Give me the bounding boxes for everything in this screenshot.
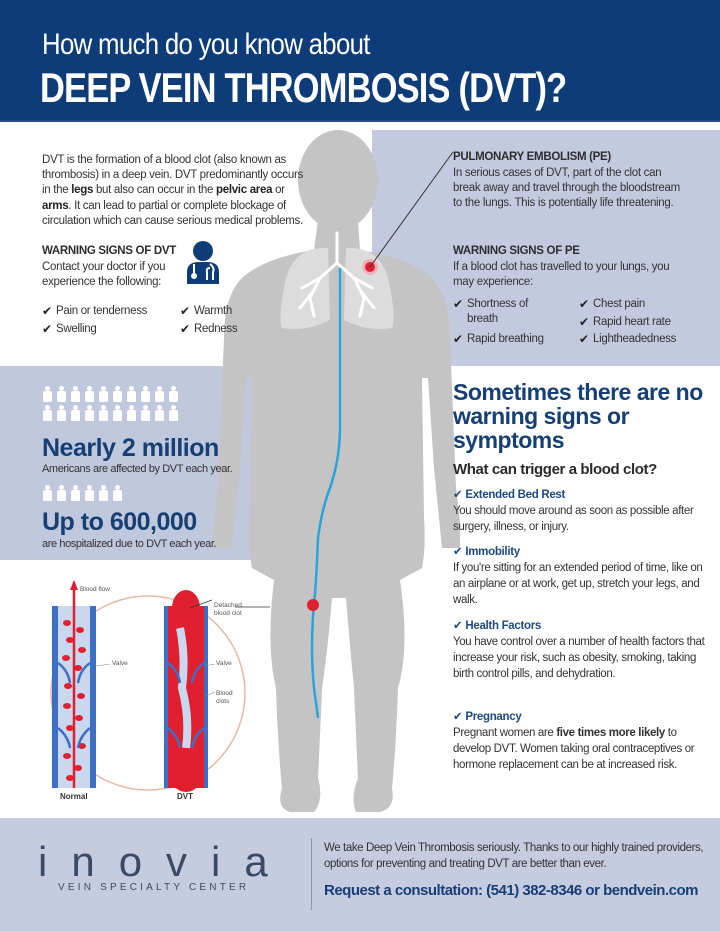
label-valve-normal: Valve [112,660,128,667]
people-icons-row [42,485,123,501]
person-icon [154,405,165,421]
pe-warning-text: If a blood clot has travelled to your lungs, you may experience: [453,261,670,289]
person-icon [42,405,53,421]
label-blood-flow: Blood flow [80,586,110,593]
person-icon [84,386,95,402]
dvt-warning-title: WARNING SIGNS OF DVT [42,245,176,257]
pe-warning-title: WARNING SIGNS OF PE [453,245,580,257]
pe-list-right-column [579,297,709,330]
label-blood-clots: Blood clots [216,690,233,705]
dvt-warning-signs-list [42,304,242,337]
list-item: ✔ Rapid breathing [453,332,544,346]
person-icon [126,405,137,421]
page-title: DEEP VEIN THROMBOSIS (DVT)? [40,64,567,111]
checkmark-icon: ✔ [453,620,463,632]
pe-title: PULMONARY EMBOLISM (PE) [453,151,611,163]
list-item: ✔ Warmth [180,304,233,318]
stat-hospitalized-caption: are hospitalized due to DVT each year. [42,538,217,550]
trigger-text-bed-rest: You should move around as soon as possible after surgery, illness, or injury. [453,505,694,533]
person-icon [140,405,151,421]
checkmark-icon: ✔ [180,304,190,318]
person-icon [56,405,67,421]
trigger-text-immobility: If you're sitting for an extended period of time, like on an airplane or at work, get up, stretch your legs, and walk. [453,562,703,606]
person-icon [70,405,81,421]
checkmark-icon: ✔ [453,297,463,311]
list-item: ✔ Redness [180,322,238,336]
trigger-title-bed-rest: ✔ Extended Bed Rest [453,489,566,501]
person-icon [126,386,137,402]
no-warning-signs-headline: Sometimes there are no warning signs or symptoms [453,379,703,453]
checkmark-icon: ✔ [42,304,52,318]
vein-comparison-diagram [40,578,270,808]
list-item: ✔ Chest pain [579,297,645,311]
list-item: ✔ Lightheadedness [579,332,677,346]
list-item: ✔ Swelling [42,322,97,336]
person-icon [84,485,95,501]
checkmark-icon: ✔ [453,546,463,558]
list-item: ✔ Shortness of breath [453,297,528,325]
trigger-text-health-factors: You have control over a number of health factors that increase your risk, such as obesity, smoking, taking birth control pills, and dehydration. [453,636,705,680]
person-icon [70,386,81,402]
checkmark-icon: ✔ [180,322,190,336]
pe-description: In serious cases of DVT, part of the clot can break away and travel through the bloodstream to the lungs. This is potentially life threatening. [453,167,680,210]
person-icon [112,386,123,402]
checkmark-icon: ✔ [579,315,589,329]
checkmark-icon: ✔ [453,332,463,346]
checkmark-icon: ✔ [453,489,463,501]
person-icon [168,386,179,402]
people-icons-row [42,386,179,402]
doctor-stethoscope-icon [185,240,221,284]
checkmark-icon: ✔ [42,322,52,336]
person-icon [42,386,53,402]
footer-statement: We take Deep Vein Thrombosis seriously. Thanks to our highly trained providers, options for preventing and treating DVT are better than ever. [324,842,704,870]
person-icon [56,386,67,402]
consultation-cta[interactable]: Request a consultation: (541) 382-8346 or bendvein.com [324,882,698,899]
trigger-title-immobility: ✔ Immobility [453,546,520,558]
person-icon [98,405,109,421]
person-icon [112,405,123,421]
stat-affected-value: Nearly 2 million [42,434,219,462]
trigger-text-pregnancy: Pregnant women are five times more likely to develop DVT. Women taking oral contraceptives or hormone replacement can be at increased risk. [453,727,695,771]
intro-paragraph: DVT is the formation of a blood clot (also known as thrombosis) in a deep vein. DVT predominantly occurs in the legs but also can occur in the pelvic area or arms. It can lead to partial or complete blockage of circulation which can cause serious medical problems. [42,154,303,227]
person-icon [56,485,67,501]
trigger-title-pregnancy: ✔ Pregnancy [453,711,522,723]
label-detached-clot: Detached blood clot [214,602,242,617]
person-icon [98,386,109,402]
header-subtitle: How much do you know about [42,28,370,61]
trigger-question: What can trigger a blood clot? [453,461,657,478]
person-icon [154,386,165,402]
checkmark-icon: ✔ [579,297,589,311]
list-item: ✔ Pain or tenderness [42,304,148,318]
person-icon [70,485,81,501]
header-banner [0,0,720,122]
person-icon [168,405,179,421]
pe-warning-signs-list [453,297,703,347]
person-icon [98,485,109,501]
inovia-logo: inovia [38,838,292,885]
list-item: ✔ Rapid heart rate [579,315,671,329]
trigger-title-health-factors: ✔ Health Factors [453,620,542,632]
checkmark-icon: ✔ [453,711,463,723]
label-valve-dvt: Valve [216,660,232,667]
dvt-warning-text: Contact your doctor if you experience the following: [42,261,166,289]
footer-divider [311,838,312,910]
checkmark-icon: ✔ [579,332,589,346]
person-icon [84,405,95,421]
person-icon [140,386,151,402]
people-icons-row [42,405,179,421]
caption-dvt: DVT [177,792,193,801]
stat-hospitalized-value: Up to 600,000 [42,508,197,536]
logo-tagline: VEIN SPECIALTY CENTER [58,882,250,893]
person-icon [112,485,123,501]
caption-normal: Normal [60,792,88,801]
person-icon [42,485,53,501]
stat-affected-caption: Americans are affected by DVT each year. [42,463,233,475]
